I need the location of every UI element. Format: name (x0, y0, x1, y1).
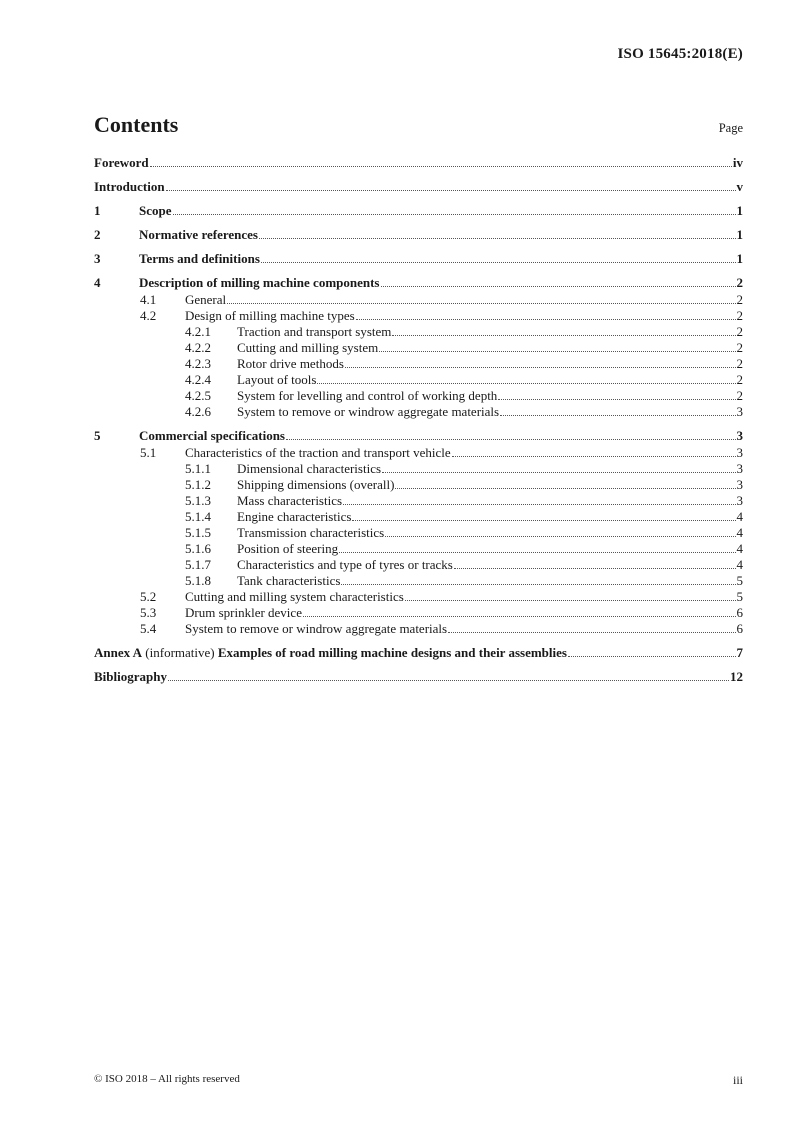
dot-leader (381, 286, 736, 287)
toc-entry-number: 5.1.2 (185, 477, 211, 492)
dot-leader (303, 616, 736, 617)
toc-entry-page: 4 (736, 525, 743, 540)
toc-entry-label: Bibliography (94, 669, 167, 684)
toc-entry-number: 4.2.1 (185, 324, 211, 339)
toc-entry-page: 2 (736, 292, 743, 307)
toc-entry-number: 3 (94, 251, 101, 266)
dot-leader (343, 504, 735, 505)
dot-leader (385, 536, 735, 537)
toc-entry-page: 1 (736, 227, 743, 242)
toc-entry-number: 1 (94, 203, 101, 218)
toc-entry-label: Mass characteristics (237, 493, 343, 508)
toc-entry-4-2-2[interactable] (94, 340, 743, 356)
dot-leader (405, 600, 736, 601)
toc-entry-4-2[interactable] (94, 308, 743, 324)
toc-entry-number: 4.2 (140, 308, 157, 323)
contents-header (94, 112, 743, 138)
toc-entry-number: 5.4 (140, 621, 157, 636)
toc-entry-label: System for levelling and control of working depth (237, 388, 498, 403)
toc-entry-page: 5 (736, 589, 743, 604)
toc-entry-page: 2 (736, 308, 743, 323)
toc-entry-label: Terms and definitions (139, 251, 260, 266)
toc-entry-label: Layout of tools (237, 372, 317, 387)
toc-entry-page: 12 (730, 669, 743, 684)
toc-entry-number: 5.1 (140, 445, 157, 460)
dot-leader (500, 415, 735, 416)
toc-entry-label: Cutting and milling system characteristics (185, 589, 404, 604)
toc-entry-page: iv (732, 155, 743, 170)
dot-leader (259, 238, 736, 239)
toc-entry-page: 7 (736, 645, 743, 660)
toc-entry-page: 1 (736, 251, 743, 266)
toc-entry-label: Description of milling machine components (139, 275, 380, 290)
dot-leader (395, 488, 735, 489)
toc-entry-number: 4.2.6 (185, 404, 211, 419)
toc-entry-label: Drum sprinkler device (185, 605, 302, 620)
toc-entry-page: 3 (736, 428, 743, 443)
toc-entry-scope[interactable] (94, 203, 743, 220)
toc-entry-page: 3 (736, 477, 743, 492)
dot-leader (454, 568, 736, 569)
toc-entry-label: Examples of road milling machine designs and their assemblies (217, 645, 567, 660)
toc-entry-5-1-5[interactable] (94, 525, 743, 541)
toc-entry-label: Dimensional characteristics (237, 461, 382, 476)
dot-leader (448, 632, 735, 633)
toc-entry-page: 5 (736, 573, 743, 588)
toc-entry-page: 4 (736, 541, 743, 556)
toc-entry-page: 2 (736, 340, 743, 355)
toc-entry-label: Engine characteristics (237, 509, 352, 524)
toc-entry-number: 5.3 (140, 605, 157, 620)
toc-entry-5-1-6[interactable] (94, 541, 743, 557)
table-of-contents (94, 155, 743, 686)
toc-entry-number: 5.1.7 (185, 557, 211, 572)
toc-entry-normative-references[interactable] (94, 227, 743, 244)
annex-prefix: Annex A (94, 645, 143, 660)
toc-entry-4-2-3[interactable] (94, 356, 743, 372)
toc-entry-5-1-8[interactable] (94, 573, 743, 589)
dot-leader (452, 456, 736, 457)
toc-entry-page: v (736, 179, 743, 194)
dot-leader (339, 552, 735, 553)
toc-entry-page: 1 (736, 203, 743, 218)
toc-entry-label: General (185, 292, 227, 307)
copyright-notice: © ISO 2018 – All rights reserved (94, 1073, 240, 1085)
toc-entry-page: 3 (736, 461, 743, 476)
toc-entry-annex-a[interactable] (94, 645, 743, 662)
toc-entry-number: 4.1 (140, 292, 157, 307)
toc-entry-page: 3 (736, 404, 743, 419)
toc-entry-number: 4 (94, 275, 101, 290)
toc-entry-label: Introduction (94, 179, 165, 194)
toc-entry-number: 5.2 (140, 589, 157, 604)
toc-entry-page: 3 (736, 493, 743, 508)
toc-entry-page: 4 (736, 509, 743, 524)
toc-entry-label: System to remove or windrow aggregate materials (185, 621, 448, 636)
toc-entry-introduction[interactable] (94, 179, 743, 196)
toc-entry-label: Scope (139, 203, 172, 218)
toc-entry-5-2[interactable] (94, 589, 743, 605)
toc-entry-section-5[interactable] (94, 428, 743, 445)
toc-entry-foreword[interactable] (94, 155, 743, 172)
dot-leader (382, 472, 735, 473)
toc-entry-5-1-3[interactable] (94, 493, 743, 509)
toc-entry-5-4[interactable] (94, 621, 743, 637)
toc-entry-page: 2 (736, 275, 743, 290)
toc-entry-label: Cutting and milling system (237, 340, 379, 355)
dot-leader (392, 335, 735, 336)
toc-entry-label: Rotor drive methods (237, 356, 344, 371)
toc-entry-number: 5.1.3 (185, 493, 211, 508)
toc-entry-number: 5.1.5 (185, 525, 211, 540)
toc-entry-4-2-5[interactable] (94, 388, 743, 404)
toc-entry-page: 3 (736, 445, 743, 460)
contents-title: Contents (94, 112, 179, 137)
toc-entry-number: 5.1.8 (185, 573, 211, 588)
toc-entry-label: Foreword (94, 155, 149, 170)
dot-leader (345, 367, 736, 368)
toc-entry-4-2-4[interactable] (94, 372, 743, 388)
dot-leader (227, 303, 735, 304)
toc-entry-label: Characteristics of the traction and transport vehicle (185, 445, 451, 460)
toc-entry-label: Shipping dimensions (overall) (237, 477, 395, 492)
toc-entry-number: 4.2.5 (185, 388, 211, 403)
toc-entry-page: 6 (736, 605, 743, 620)
dot-leader (341, 584, 735, 585)
toc-entry-number: 5.1.1 (185, 461, 211, 476)
toc-entry-number: 5 (94, 428, 101, 443)
dot-leader (168, 680, 729, 681)
toc-entry-page: 2 (736, 372, 743, 387)
dot-leader (356, 319, 736, 320)
page-number: iii (732, 1073, 743, 1087)
page-column-label: Page (718, 121, 743, 135)
toc-entry-label: Characteristics and type of tyres or tracks (237, 557, 453, 572)
toc-entry-5-1-2[interactable] (94, 477, 743, 493)
toc-entry-number: 2 (94, 227, 101, 242)
toc-entry-label: Position of steering (237, 541, 339, 556)
toc-entry-section-4[interactable] (94, 275, 743, 292)
toc-entry-bibliography[interactable] (94, 669, 743, 686)
toc-entry-5-1-4[interactable] (94, 509, 743, 525)
annex-qualifier: (informative) (142, 645, 218, 660)
toc-entry-4-2-6[interactable] (94, 404, 743, 420)
dot-leader (286, 439, 736, 440)
dot-leader (150, 166, 732, 167)
toc-entry-4-1[interactable] (94, 292, 743, 308)
toc-entry-number: 5.1.4 (185, 509, 211, 524)
toc-entry-label: System to remove or windrow aggregate materials (237, 404, 500, 419)
toc-entry-4-2-1[interactable] (94, 324, 743, 340)
dot-leader (173, 214, 736, 215)
toc-entry-label: Normative references (139, 227, 258, 242)
toc-entry-label: Traction and transport system (237, 324, 392, 339)
toc-entry-number: 5.1.6 (185, 541, 211, 556)
toc-entry-terms-and-definitions[interactable] (94, 251, 743, 268)
toc-entry-page: 2 (736, 388, 743, 403)
toc-entry-page: 6 (736, 621, 743, 636)
toc-entry-label: Tank characteristics (237, 573, 341, 588)
toc-entry-5-1-7[interactable] (94, 557, 743, 573)
toc-entry-5-1[interactable] (94, 445, 743, 461)
toc-entry-5-3[interactable] (94, 605, 743, 621)
toc-entry-5-1-1[interactable] (94, 461, 743, 477)
toc-entry-page: 4 (736, 557, 743, 572)
dot-leader (317, 383, 735, 384)
toc-entry-number: 4.2.2 (185, 340, 211, 355)
dot-leader (352, 520, 735, 521)
dot-leader (379, 351, 735, 352)
toc-entry-page: 2 (736, 324, 743, 339)
document-reference: ISO 15645:2018(E) (617, 46, 743, 62)
dot-leader (261, 262, 736, 263)
toc-entry-label: Commercial specifications (139, 428, 285, 443)
dot-leader (498, 399, 735, 400)
toc-entry-label: Design of milling machine types (185, 308, 355, 323)
toc-entry-number: 4.2.3 (185, 356, 211, 371)
toc-entry-label: Transmission characteristics (237, 525, 385, 540)
dot-leader (166, 190, 736, 191)
toc-entry-page: 2 (736, 356, 743, 371)
dot-leader (568, 656, 736, 657)
toc-entry-number: 4.2.4 (185, 372, 211, 387)
